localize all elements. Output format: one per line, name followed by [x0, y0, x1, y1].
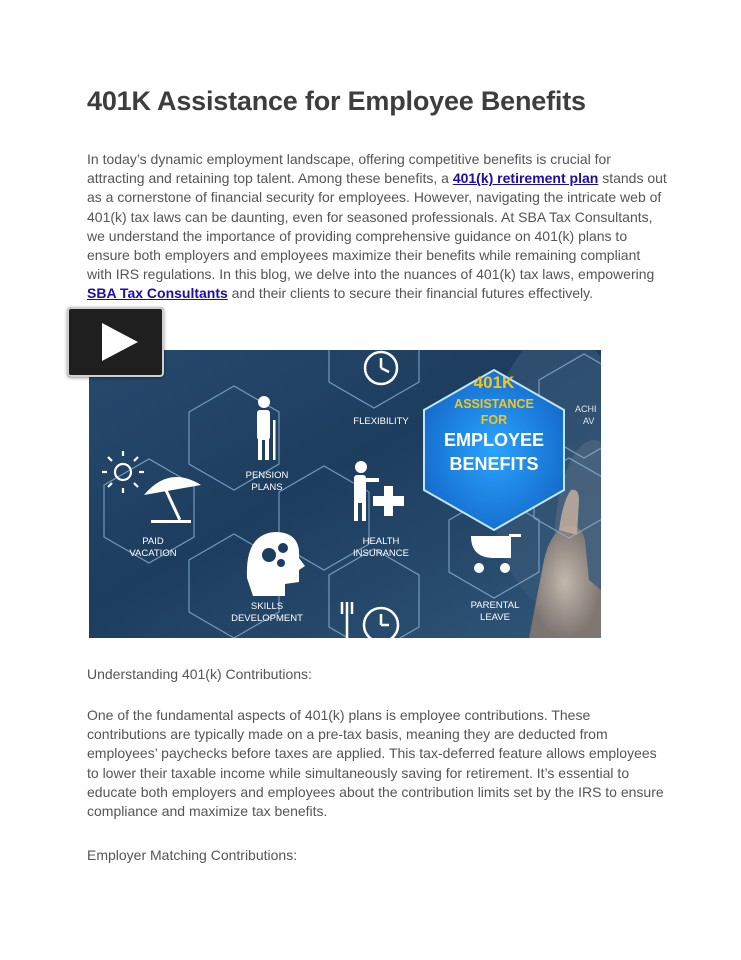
tile-flexibility: FLEXIBILITY [353, 416, 409, 427]
retirement-plan-link[interactable]: 401(k) retirement plan [452, 170, 599, 187]
tile-health-1: HEALTH [362, 536, 400, 547]
banner-headline-5: BENEFITS [449, 454, 539, 474]
contributions-paragraph [87, 706, 667, 821]
tile-skills-2: DEVELOPMENT [231, 613, 303, 624]
intro-text-2: stands out as a cornerstone of financial security for employees. However, navigating the intricate web of 401(k) tax laws can be daunting, even for seasoned professionals. At SBA Tax Consultants, we understand the importance of providing comprehensive guidance on 401(k) plans to ensure both employers and employees maximize their benefits while remaining compliant with IRS regulations. In this blog, we delve into the nuances of 401(k) tax laws, empowering [87, 170, 667, 283]
tile-skills-1: SKILLS [250, 601, 284, 612]
video-play-button[interactable] [67, 307, 164, 377]
page-title: 401K Assistance for Employee Benefits [87, 86, 586, 116]
tile-vacation-2: VACATION [129, 548, 177, 559]
intro-paragraph [87, 150, 667, 304]
banner-headline-2: ASSISTANCE [454, 397, 534, 411]
intro-text-3: and their clients to secure their financial futures effectively. [227, 285, 594, 302]
benefits-banner-image [89, 350, 601, 638]
tile-parental-2: LEAVE [480, 612, 510, 623]
tile-achieve-2: AV [583, 416, 595, 426]
section-heading-contributions: Understanding 401(k) Contributions: [87, 666, 312, 682]
tile-health-2: INSURANCE [353, 548, 409, 559]
intro-text-1: In today’s dynamic employment landscape, offering competitive benefits is crucial for attracting and retaining top talent. Among these benefits, a [87, 151, 611, 187]
contributions-body: One of the fundamental aspects of 401(k) plans is employee contributions. These contributions are typically made on a pre-tax basis, meaning they are deducted from employees’ paychecks before taxes are applied. This tax-deferred feature allows employees to lower their taxable income while simultaneously saving for retirement. It’s essential to educate both employers and employees about the contribution limits set by the IRS to ensure compliance and maximize tax benefits. [87, 707, 664, 820]
banner-headline-3: FOR [480, 413, 508, 427]
banner-headline-4: EMPLOYEE [443, 430, 545, 450]
tile-achieve-1: ACHI [575, 404, 597, 414]
section-heading-employer-matching: Employer Matching Contributions: [87, 847, 298, 863]
banner-headline-1: 401K [473, 373, 515, 392]
play-icon [67, 307, 164, 377]
sba-tax-consultants-link[interactable]: SBA Tax Consultants [87, 285, 228, 302]
tile-pension-2: PLANS [251, 482, 283, 493]
tile-pension-1: PENSION [245, 470, 289, 481]
tile-parental-1: PARENTAL [470, 600, 520, 611]
tile-vacation-1: PAID [142, 536, 164, 547]
